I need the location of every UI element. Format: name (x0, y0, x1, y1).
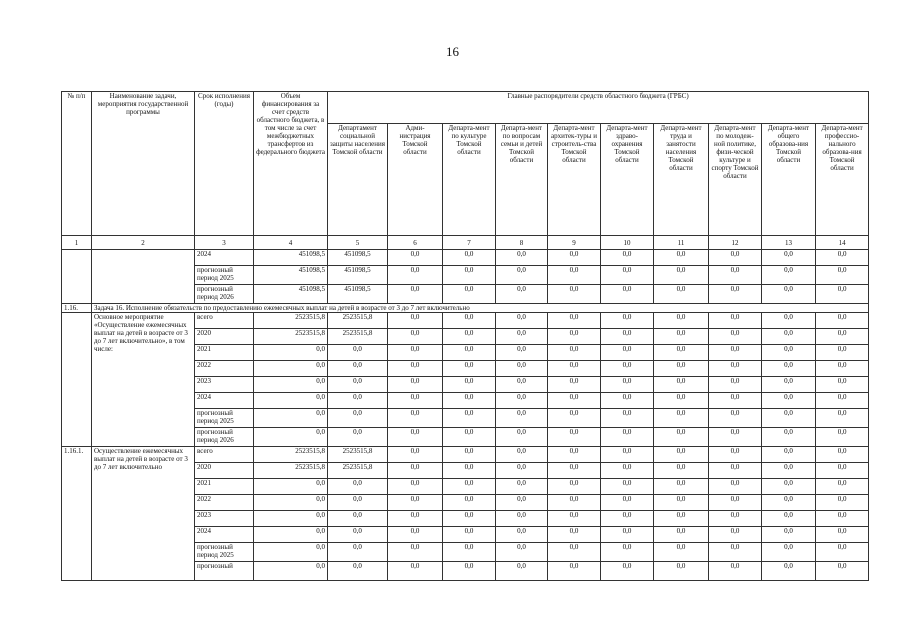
grbs-value-cell: 0,0 (762, 409, 816, 428)
volume-cell: 2523515,8 (254, 329, 328, 345)
grbs-value-cell: 0,0 (709, 313, 762, 329)
volume-cell: 451098,5 (254, 266, 328, 285)
grbs-value-cell: 0,0 (762, 511, 816, 527)
header-grbs: Департа-мент по вопросам семьи и детей Томской области (496, 124, 548, 236)
grbs-value-cell: 0,0 (762, 447, 816, 463)
grbs-value-cell: 0,0 (388, 527, 443, 543)
grbs-value-cell: 0,0 (443, 329, 496, 345)
grbs-value-cell: 0,0 (709, 447, 762, 463)
grbs-value-cell: 0,0 (496, 250, 548, 266)
grbs-value-cell: 0,0 (762, 285, 816, 304)
grbs-value-cell: 0,0 (816, 329, 869, 345)
grbs-value-cell: 0,0 (601, 266, 654, 285)
grbs-value-cell: 0,0 (328, 409, 388, 428)
grbs-value-cell: 0,0 (816, 447, 869, 463)
grbs-value-cell: 0,0 (443, 345, 496, 361)
grbs-value-cell: 0,0 (762, 266, 816, 285)
column-number: 7 (443, 236, 496, 250)
grbs-value-cell: 0,0 (709, 393, 762, 409)
grbs-value-cell: 0,0 (816, 511, 869, 527)
grbs-value-cell: 0,0 (762, 377, 816, 393)
volume-cell: 0,0 (254, 543, 328, 562)
period-cell: 2020 (195, 463, 254, 479)
grbs-value-cell: 0,0 (388, 250, 443, 266)
grbs-value-cell: 0,0 (762, 543, 816, 562)
period-cell: 2024 (195, 527, 254, 543)
grbs-value-cell: 0,0 (816, 562, 869, 581)
period-cell: прогнозный период 2025 (195, 543, 254, 562)
period-cell: 2022 (195, 495, 254, 511)
grbs-value-cell: 0,0 (709, 329, 762, 345)
column-number: 11 (654, 236, 709, 250)
grbs-value-cell: 0,0 (816, 313, 869, 329)
period-cell: 2021 (195, 345, 254, 361)
grbs-value-cell: 0,0 (443, 361, 496, 377)
grbs-value-cell: 0,0 (548, 543, 601, 562)
grbs-value-cell: 0,0 (548, 377, 601, 393)
grbs-value-cell: 0,0 (601, 345, 654, 361)
grbs-value-cell: 0,0 (443, 495, 496, 511)
grbs-value-cell: 0,0 (709, 527, 762, 543)
header-grbs: Департа-мент по молодеж-ной политике, физи-ческой культуре и спорту Томской области (709, 124, 762, 236)
grbs-value-cell: 0,0 (709, 543, 762, 562)
grbs-value-cell: 0,0 (709, 250, 762, 266)
grbs-value-cell: 0,0 (496, 393, 548, 409)
period-cell: всего (195, 447, 254, 463)
grbs-value-cell: 0,0 (388, 361, 443, 377)
grbs-value-cell: 0,0 (601, 329, 654, 345)
grbs-value-cell: 0,0 (816, 250, 869, 266)
grbs-value-cell: 0,0 (654, 463, 709, 479)
grbs-value-cell: 0,0 (388, 428, 443, 447)
grbs-value-cell: 0,0 (709, 266, 762, 285)
grbs-value-cell: 0,0 (443, 313, 496, 329)
grbs-value-cell: 2523515,8 (328, 313, 388, 329)
grbs-value-cell: 0,0 (496, 511, 548, 527)
grbs-value-cell: 0,0 (709, 463, 762, 479)
grbs-value-cell: 0,0 (816, 479, 869, 495)
header-grbs: Адми-нистрация Томской области (388, 124, 443, 236)
grbs-value-cell: 0,0 (388, 313, 443, 329)
grbs-value-cell: 0,0 (654, 361, 709, 377)
grbs-value-cell: 0,0 (709, 409, 762, 428)
column-number: 3 (195, 236, 254, 250)
period-cell: 2024 (195, 250, 254, 266)
volume-cell: 2523515,8 (254, 463, 328, 479)
grbs-value-cell: 0,0 (601, 409, 654, 428)
period-cell: прогнозный период 2025 (195, 266, 254, 285)
grbs-value-cell: 0,0 (388, 393, 443, 409)
grbs-value-cell: 0,0 (388, 409, 443, 428)
period-cell: 2022 (195, 361, 254, 377)
column-number: 5 (328, 236, 388, 250)
column-number: 1 (62, 236, 92, 250)
grbs-value-cell: 0,0 (762, 361, 816, 377)
volume-cell: 2523515,8 (254, 447, 328, 463)
grbs-value-cell: 0,0 (601, 495, 654, 511)
grbs-value-cell: 0,0 (816, 543, 869, 562)
grbs-value-cell: 0,0 (816, 377, 869, 393)
grbs-value-cell: 0,0 (709, 562, 762, 581)
grbs-value-cell: 0,0 (762, 495, 816, 511)
period-cell: прогнозный период 2026 (195, 428, 254, 447)
column-number: 4 (254, 236, 328, 250)
grbs-value-cell: 451098,5 (328, 266, 388, 285)
header-grbs-group: Главные распорядители средств областного бюджета (ГРБС) (328, 92, 869, 124)
grbs-value-cell: 0,0 (388, 266, 443, 285)
grbs-value-cell: 0,0 (443, 511, 496, 527)
grbs-value-cell: 0,0 (654, 409, 709, 428)
volume-cell: 451098,5 (254, 250, 328, 266)
main-event-code (62, 313, 92, 447)
column-number: 12 (709, 236, 762, 250)
grbs-value-cell: 0,0 (654, 377, 709, 393)
grbs-value-cell: 0,0 (601, 479, 654, 495)
grbs-value-cell: 0,0 (654, 329, 709, 345)
period-cell: прогнозный период 2025 (195, 409, 254, 428)
grbs-value-cell: 0,0 (548, 511, 601, 527)
grbs-value-cell: 0,0 (548, 313, 601, 329)
grbs-value-cell: 0,0 (328, 511, 388, 527)
grbs-value-cell: 0,0 (388, 447, 443, 463)
column-number: 9 (548, 236, 601, 250)
grbs-value-cell: 0,0 (496, 361, 548, 377)
column-number: 13 (762, 236, 816, 250)
volume-cell: 0,0 (254, 361, 328, 377)
grbs-value-cell: 0,0 (816, 393, 869, 409)
column-number: 6 (388, 236, 443, 250)
volume-cell: 0,0 (254, 527, 328, 543)
grbs-value-cell: 0,0 (496, 495, 548, 511)
volume-cell: 0,0 (254, 409, 328, 428)
grbs-value-cell: 0,0 (601, 562, 654, 581)
grbs-value-cell: 0,0 (601, 447, 654, 463)
header-grbs: Департа-мент по культуре Томской области (443, 124, 496, 236)
grbs-value-cell: 0,0 (328, 377, 388, 393)
grbs-value-cell: 0,0 (443, 377, 496, 393)
grbs-value-cell: 0,0 (816, 409, 869, 428)
column-number: 8 (496, 236, 548, 250)
column-number: 2 (92, 236, 195, 250)
grbs-value-cell: 0,0 (443, 463, 496, 479)
grbs-value-cell: 2523515,8 (328, 329, 388, 345)
grbs-value-cell: 0,0 (328, 543, 388, 562)
page-number: 16 (446, 44, 459, 59)
grbs-value-cell: 0,0 (443, 250, 496, 266)
period-cell: 2023 (195, 511, 254, 527)
grbs-value-cell: 2523515,8 (328, 463, 388, 479)
grbs-value-cell: 0,0 (548, 345, 601, 361)
grbs-value-cell: 0,0 (709, 495, 762, 511)
grbs-value-cell: 0,0 (654, 511, 709, 527)
grbs-value-cell: 0,0 (816, 361, 869, 377)
grbs-value-cell: 0,0 (762, 463, 816, 479)
grbs-value-cell: 0,0 (816, 345, 869, 361)
grbs-value-cell: 0,0 (654, 479, 709, 495)
main-event-name: Основное мероприятие «Осуществление ежемесячных выплат на детей в возрасте от 3 до 7 лет включительно», в том числе: (92, 313, 195, 447)
grbs-value-cell: 0,0 (601, 527, 654, 543)
grbs-value-cell: 0,0 (328, 361, 388, 377)
sub-event-code: 1.16.1. (62, 447, 92, 581)
grbs-value-cell: 0,0 (548, 361, 601, 377)
grbs-value-cell: 0,0 (443, 409, 496, 428)
header-grbs: Департамент социальной защиты населения Томской области (328, 124, 388, 236)
header-grbs: Департа-мент архитек-туры и строитель-ства Томской области (548, 124, 601, 236)
grbs-value-cell: 0,0 (548, 250, 601, 266)
budget-table (61, 91, 869, 581)
grbs-value-cell: 0,0 (496, 447, 548, 463)
period-cell: 2023 (195, 377, 254, 393)
grbs-value-cell: 0,0 (548, 266, 601, 285)
header-no: № п/п (62, 92, 92, 236)
grbs-value-cell: 0,0 (709, 361, 762, 377)
grbs-value-cell: 0,0 (709, 285, 762, 304)
grbs-value-cell: 0,0 (443, 428, 496, 447)
grbs-value-cell: 0,0 (548, 562, 601, 581)
column-number-row (62, 236, 869, 250)
period-cell: прогнозный (195, 562, 254, 581)
period-cell: 2021 (195, 479, 254, 495)
column-number: 10 (601, 236, 654, 250)
grbs-value-cell: 0,0 (496, 285, 548, 304)
grbs-value-cell: 0,0 (548, 495, 601, 511)
volume-cell: 0,0 (254, 562, 328, 581)
grbs-value-cell: 0,0 (328, 345, 388, 361)
grbs-value-cell: 0,0 (762, 428, 816, 447)
volume-cell: 0,0 (254, 495, 328, 511)
volume-cell: 451098,5 (254, 285, 328, 304)
header-name: Наименование задачи, мероприятия государственной программы (92, 92, 195, 236)
task-row (62, 304, 869, 313)
sub-event-name: Осуществление ежемесячных выплат на детей в возрасте от 3 до 7 лет включительно (92, 447, 195, 581)
grbs-value-cell: 0,0 (388, 495, 443, 511)
grbs-value-cell: 0,0 (496, 266, 548, 285)
volume-cell: 0,0 (254, 393, 328, 409)
grbs-value-cell: 0,0 (328, 527, 388, 543)
grbs-value-cell: 0,0 (816, 495, 869, 511)
volume-cell: 0,0 (254, 345, 328, 361)
grbs-value-cell: 0,0 (654, 543, 709, 562)
grbs-value-cell: 0,0 (496, 562, 548, 581)
grbs-value-cell: 0,0 (443, 543, 496, 562)
grbs-value-cell: 0,0 (816, 266, 869, 285)
grbs-value-cell: 0,0 (496, 428, 548, 447)
grbs-value-cell: 0,0 (654, 393, 709, 409)
grbs-value-cell: 0,0 (762, 393, 816, 409)
period-cell: прогнозный период 2026 (195, 285, 254, 304)
grbs-value-cell: 0,0 (388, 543, 443, 562)
grbs-value-cell: 0,0 (654, 562, 709, 581)
grbs-value-cell: 0,0 (709, 377, 762, 393)
grbs-value-cell: 0,0 (601, 543, 654, 562)
grbs-value-cell: 0,0 (328, 393, 388, 409)
empty-no-cell (62, 250, 92, 304)
grbs-value-cell: 0,0 (816, 285, 869, 304)
grbs-value-cell: 0,0 (654, 266, 709, 285)
grbs-value-cell: 0,0 (548, 393, 601, 409)
task-title: Задача 16. Исполнение обязательств по предоставлению ежемесячных выплат на детей в возрасте от 3 до 7 лет включительно (92, 304, 869, 313)
grbs-value-cell: 0,0 (762, 329, 816, 345)
grbs-value-cell: 0,0 (496, 527, 548, 543)
grbs-value-cell: 0,0 (548, 447, 601, 463)
grbs-value-cell: 2523515,8 (328, 447, 388, 463)
grbs-value-cell: 451098,5 (328, 285, 388, 304)
grbs-value-cell: 0,0 (601, 377, 654, 393)
grbs-value-cell: 0,0 (388, 511, 443, 527)
grbs-value-cell: 0,0 (388, 345, 443, 361)
grbs-value-cell: 0,0 (443, 266, 496, 285)
volume-cell: 0,0 (254, 377, 328, 393)
grbs-value-cell: 0,0 (601, 250, 654, 266)
grbs-value-cell: 0,0 (654, 313, 709, 329)
empty-name-cell (92, 250, 195, 304)
volume-cell: 0,0 (254, 479, 328, 495)
grbs-value-cell: 0,0 (654, 345, 709, 361)
grbs-value-cell: 0,0 (388, 285, 443, 304)
table-row (62, 447, 869, 463)
period-cell: всего (195, 313, 254, 329)
grbs-value-cell: 0,0 (548, 409, 601, 428)
grbs-value-cell: 0,0 (388, 377, 443, 393)
grbs-value-cell: 0,0 (328, 428, 388, 447)
grbs-value-cell: 0,0 (548, 285, 601, 304)
grbs-value-cell: 0,0 (709, 511, 762, 527)
grbs-value-cell: 0,0 (654, 495, 709, 511)
header-volume: Объем финансирования за счет средств областного бюджета, в том числе за счет межбюджетных трансфертов из федерального бюджета (254, 92, 328, 236)
grbs-value-cell: 0,0 (601, 393, 654, 409)
grbs-value-cell: 0,0 (443, 447, 496, 463)
grbs-value-cell: 0,0 (709, 479, 762, 495)
table-row (62, 313, 869, 329)
grbs-value-cell: 0,0 (496, 543, 548, 562)
grbs-value-cell: 0,0 (654, 428, 709, 447)
grbs-value-cell: 0,0 (548, 463, 601, 479)
grbs-value-cell: 0,0 (328, 479, 388, 495)
grbs-value-cell: 0,0 (548, 329, 601, 345)
header-term: Срок исполнения (годы) (195, 92, 254, 236)
grbs-value-cell: 0,0 (388, 479, 443, 495)
grbs-value-cell: 0,0 (762, 313, 816, 329)
grbs-value-cell: 0,0 (496, 479, 548, 495)
column-number: 14 (816, 236, 869, 250)
grbs-value-cell: 451098,5 (328, 250, 388, 266)
task-code: 1.16. (62, 304, 92, 313)
grbs-value-cell: 0,0 (654, 250, 709, 266)
grbs-value-cell: 0,0 (762, 345, 816, 361)
grbs-value-cell: 0,0 (601, 285, 654, 304)
grbs-value-cell: 0,0 (709, 428, 762, 447)
grbs-value-cell: 0,0 (443, 562, 496, 581)
grbs-value-cell: 0,0 (601, 428, 654, 447)
grbs-value-cell: 0,0 (388, 329, 443, 345)
volume-cell: 2523515,8 (254, 313, 328, 329)
volume-cell: 0,0 (254, 428, 328, 447)
grbs-value-cell: 0,0 (762, 250, 816, 266)
grbs-value-cell: 0,0 (816, 527, 869, 543)
grbs-value-cell: 0,0 (816, 463, 869, 479)
grbs-value-cell: 0,0 (709, 345, 762, 361)
header-grbs: Департа-мент здраво-охранения Томской области (601, 124, 654, 236)
grbs-value-cell: 0,0 (548, 428, 601, 447)
grbs-value-cell: 0,0 (443, 527, 496, 543)
grbs-value-cell: 0,0 (601, 463, 654, 479)
grbs-value-cell: 0,0 (388, 562, 443, 581)
period-cell: 2024 (195, 393, 254, 409)
grbs-value-cell: 0,0 (601, 313, 654, 329)
grbs-value-cell: 0,0 (328, 562, 388, 581)
grbs-value-cell: 0,0 (548, 479, 601, 495)
grbs-value-cell: 0,0 (601, 511, 654, 527)
grbs-value-cell: 0,0 (443, 393, 496, 409)
header-grbs: Департа-мент профессио-нального образова-ния Томской области (816, 124, 869, 236)
grbs-value-cell: 0,0 (762, 527, 816, 543)
grbs-value-cell: 0,0 (496, 377, 548, 393)
grbs-value-cell: 0,0 (443, 285, 496, 304)
grbs-value-cell: 0,0 (654, 527, 709, 543)
grbs-value-cell: 0,0 (496, 329, 548, 345)
grbs-value-cell: 0,0 (443, 479, 496, 495)
grbs-value-cell: 0,0 (816, 428, 869, 447)
table-row (62, 250, 869, 266)
grbs-value-cell: 0,0 (762, 562, 816, 581)
period-cell: 2020 (195, 329, 254, 345)
grbs-value-cell: 0,0 (548, 527, 601, 543)
header-grbs: Департа-мент общего образова-ния Томской области (762, 124, 816, 236)
grbs-value-cell: 0,0 (496, 463, 548, 479)
grbs-value-cell: 0,0 (496, 409, 548, 428)
grbs-value-cell: 0,0 (601, 361, 654, 377)
grbs-value-cell: 0,0 (654, 447, 709, 463)
grbs-value-cell: 0,0 (654, 285, 709, 304)
grbs-value-cell: 0,0 (496, 313, 548, 329)
grbs-value-cell: 0,0 (762, 479, 816, 495)
volume-cell: 0,0 (254, 511, 328, 527)
header-grbs: Департа-мент труда и занятости населения Томской области (654, 124, 709, 236)
grbs-value-cell: 0,0 (496, 345, 548, 361)
grbs-value-cell: 0,0 (388, 463, 443, 479)
grbs-value-cell: 0,0 (328, 495, 388, 511)
